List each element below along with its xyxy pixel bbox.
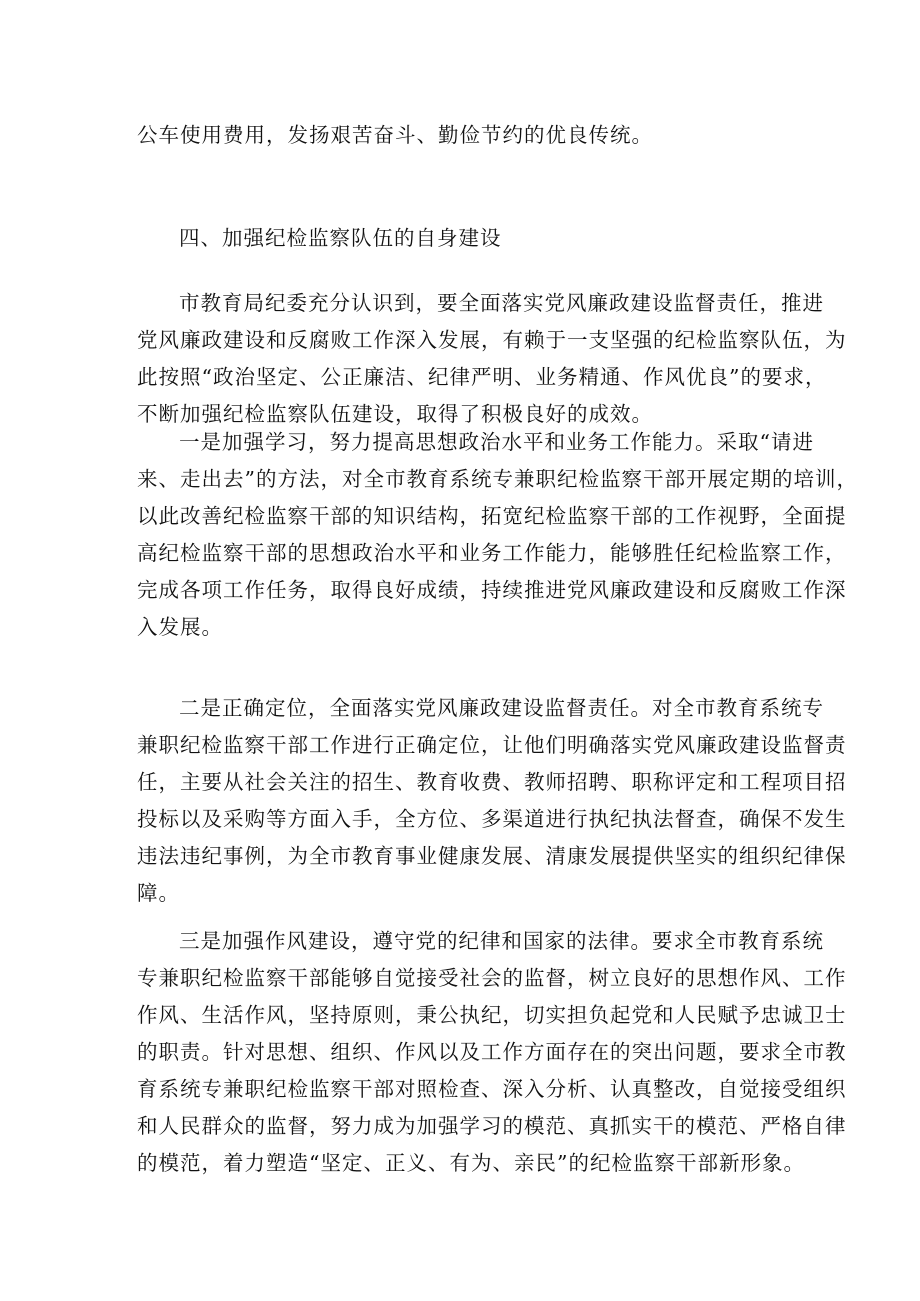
text-line: 兼职纪检监察干部工作进行正确定位，让他们明确落实党风廉政建设监督责: [137, 733, 847, 757]
text-line: 此按照“政治坚定、公正廉洁、纪律严明、业务精通、作风优良”的要求，: [137, 365, 827, 389]
text-line: 来、走出去”的方法，对全市教育系统专兼职纪检监察干部开展定期的培训，: [137, 467, 858, 491]
text-line: 育系统专兼职纪检监察干部对照检查、深入分析、认真整改，自觉接受组织: [137, 1077, 847, 1101]
paragraph-point-1: [137, 424, 858, 646]
text-line: 不断加强纪检监察队伍建设，取得了积极良好的成效。: [137, 402, 653, 426]
text-line: 作风、生活作风，坚持原则，秉公执纪，切实担负起党和人民赋予忠诚卫士: [137, 1003, 847, 1027]
text-line: 二是正确定位，全面落实党风廉政建设监督责任。对全市教育系统专: [179, 696, 824, 720]
section-heading: [137, 220, 789, 257]
text-line: 以此改善纪检监察干部的知识结构，拓宽纪检监察干部的工作视野，全面提: [137, 504, 847, 528]
paragraph-point-2: [137, 690, 847, 912]
text-line: 投标以及采购等方面入手，全方位、多渠道进行执纪执法督查，确保不发生: [137, 807, 847, 831]
paragraph-intro: [137, 285, 847, 433]
text-line: 一是加强学习，努力提高思想政治水平和业务工作能力。采取“请进: [179, 430, 814, 454]
text-line: 三是加强作风建设，遵守党的纪律和国家的法律。要求全市教育系统: [179, 929, 824, 953]
text-line: 公车使用费用，发扬艰苦奋斗、勤俭节约的优良传统。: [137, 123, 653, 147]
text-line: 高纪检监察干部的思想政治水平和业务工作能力，能够胜任纪检监察工作，: [137, 541, 847, 565]
text-line: 完成各项工作任务，取得良好成绩，持续推进党风廉政建设和反腐败工作深: [137, 578, 847, 602]
text-line: 和人民群众的监督，努力成为加强学习的模范、真抓实干的模范、严格自律: [137, 1114, 847, 1138]
text-line: 入发展。: [137, 615, 223, 639]
text-line: 任，主要从社会关注的招生、教育收费、教师招聘、职称评定和工程项目招: [137, 770, 847, 794]
text-line: 违法违纪事例，为全市教育事业健康发展、清康发展提供坚实的组织纪律保: [137, 844, 847, 868]
heading-text: 四、加强纪检监察队伍的自身建设: [179, 226, 502, 250]
text-line: 党风廉政建设和反腐败工作深入发展，有赖于一支坚强的纪检监察队伍，为: [137, 328, 847, 352]
text-line: 的职责。针对思想、组织、作风以及工作方面存在的突出问题，要求全市教: [137, 1040, 847, 1064]
text-line: 专兼职纪检监察干部能够自觉接受社会的监督，树立良好的思想作风、工作: [137, 966, 847, 990]
text-line: 障。: [137, 881, 180, 905]
text-line: 的模范，着力塑造“坚定、正义、有为、亲民”的纪检监察干部新形象。: [137, 1151, 805, 1175]
paragraph-continuation: [137, 117, 789, 154]
paragraph-point-3: [137, 923, 847, 1182]
text-line: 市教育局纪委充分认识到，要全面落实党风廉政建设监督责任，推进: [179, 291, 824, 315]
